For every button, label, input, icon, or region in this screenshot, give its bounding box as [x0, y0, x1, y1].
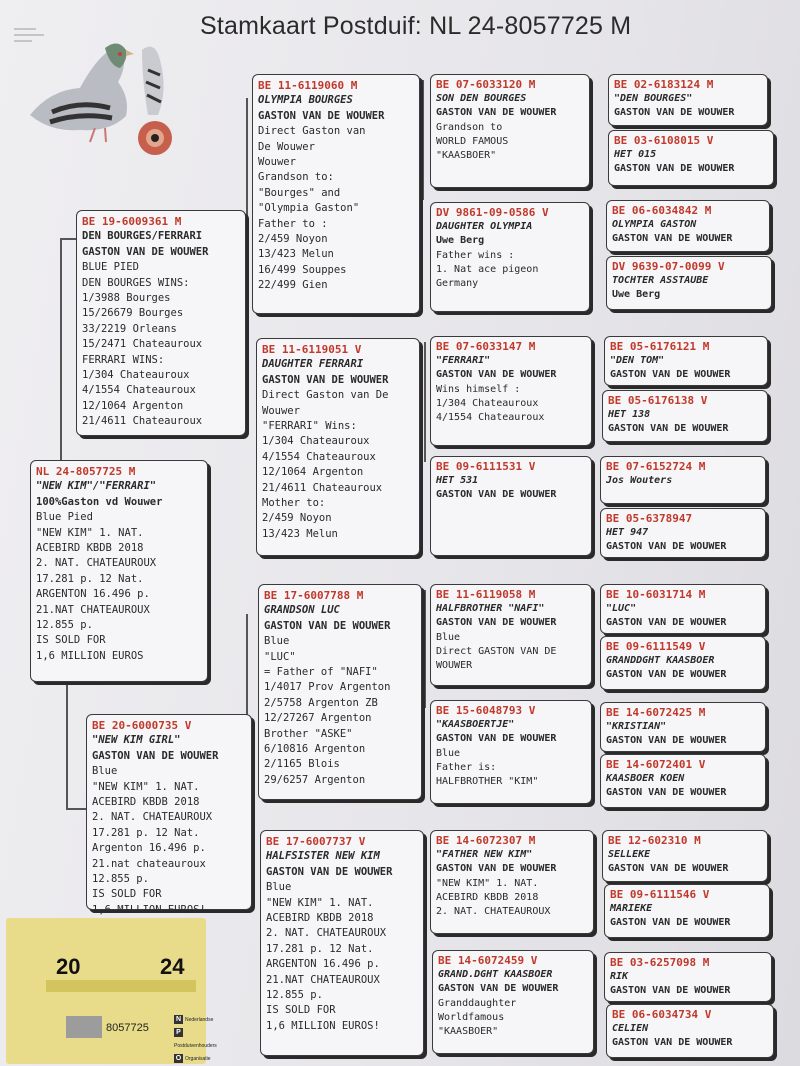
breeder: GASTON VAN DE WOUWER [614, 107, 735, 119]
detail-line: ACEBIRD KBDB 2018 [92, 796, 200, 809]
breeder: GASTON VAN DE WOUWER [606, 617, 727, 629]
pigeon-name: DAUGHTER OLYMPIA [436, 221, 533, 233]
ancestor-card [600, 456, 766, 504]
ring-number: BE 06-6034842 M [612, 204, 712, 217]
pigeon-name: GRANDSON LUC [264, 604, 340, 617]
detail-line: "FERRARI" Wins: [262, 420, 357, 433]
pigeon-name: TOCHTER ASSTAUBE [612, 275, 709, 287]
detail-line: 2/459 Noyon [258, 233, 328, 246]
connector-line [66, 682, 68, 810]
detail-line: 33/2219 Orleans [82, 322, 177, 335]
ring-number: DV 9639-07-0099 V [612, 260, 725, 273]
pigeon-name: DEN BOURGES/FERRARI [82, 230, 203, 243]
detail-line: Wouwer [258, 156, 296, 169]
ring-number: BE 12-602310 M [608, 834, 701, 847]
ancestor-card [602, 830, 768, 882]
detail-line: 1/4017 Prov Argenton [264, 681, 391, 694]
detail-line: ACEBIRD KBDB 2018 [36, 542, 144, 555]
detail-line: 21.NAT CHATEAUROUX [266, 973, 380, 986]
detail-line: Blue Pied [36, 511, 93, 524]
detail-line: ARGENTON 16.496 p. [266, 958, 380, 971]
ring-number: BE 07-6152724 M [606, 460, 706, 473]
detail-line: 12.855 p. [92, 873, 149, 886]
detail-line: ACEBIRD KBDB 2018 [266, 912, 374, 925]
detail-line: 29/6257 Argenton [264, 773, 366, 786]
ring-number: BE 05-6176121 M [610, 340, 710, 353]
detail-line: 21.nat chateauroux [92, 857, 206, 870]
ring-number: BE 09-6111531 V [436, 460, 536, 473]
granddam-maternal-card [260, 830, 424, 1056]
ancestor-card [600, 754, 766, 808]
ancestor-card [606, 256, 772, 310]
pigeon-name: CELIEN [612, 1023, 649, 1035]
connector-line [66, 808, 88, 810]
detail-line: ACEBIRD KBDB 2018 [436, 891, 539, 903]
breeder: GASTON VAN DE WOUWER [82, 245, 209, 258]
detail-line: "LUC" [264, 650, 296, 663]
detail-line: Father is: [436, 761, 497, 773]
detail-line: 12.855 p. [36, 619, 93, 632]
detail-line: "NEW KIM" 1. NAT. [92, 780, 200, 793]
pigeon-name: OLYMPIA BOURGES [258, 94, 353, 107]
breeder: GASTON VAN DE WOUWER [436, 863, 557, 875]
great-grandparent-card [430, 584, 592, 686]
ring-number: BE 06-6034734 V [612, 1008, 712, 1021]
detail-line: FERRARI WINS: [82, 353, 165, 366]
breeder: GASTON VAN DE WOUWER [612, 1037, 733, 1049]
detail-line: Granddaughter [438, 997, 517, 1009]
ring-number: BE 14-6072459 V [438, 954, 538, 967]
ring-number: BE 17-6007788 M [264, 589, 364, 602]
detail-line: 17.281 p. 12 Nat. [92, 826, 200, 839]
pigeon-name: "NEW KIM"/"FERRARI" [36, 480, 157, 493]
pigeon-name: "FATHER NEW KIM" [436, 849, 533, 861]
detail-line: "KAASBOER" [436, 150, 497, 162]
detail-line: 1. Nat ace pigeon [436, 263, 539, 275]
ring-number: BE 09-6111546 V [610, 888, 710, 901]
detail-line: 1/304 Chateauroux [436, 397, 539, 409]
year-right: 24 [160, 954, 185, 979]
detail-line: 1,6 MILLION EUROS! [92, 903, 206, 916]
connector-line [246, 98, 248, 372]
breeder: GASTON VAN DE WOUWER [610, 917, 731, 929]
detail-line: "Bourges" and [258, 186, 341, 199]
detail-line: 21/4611 Chateauroux [262, 481, 383, 494]
organisation-legend: N Nederlandse PPostduivenhouders O Organisatie [174, 1016, 217, 1062]
ancestor-card [600, 584, 766, 634]
detail-line: Wins himself : [436, 383, 521, 395]
legend-line: Nederlandse [185, 1017, 214, 1023]
detail-line: 2. NAT. CHATEAUROUX [436, 906, 551, 918]
ring-number: BE 03-6257098 M [610, 956, 710, 969]
detail-line: Worldfamous [438, 1011, 505, 1023]
detail-line: 2/459 Noyon [262, 512, 332, 525]
ring-number: BE 11-6119060 M [258, 79, 358, 92]
pigeon-name: "DEN TOM" [610, 355, 665, 367]
ring-number: BE 05-6378947 [606, 512, 693, 525]
great-grandparent-card [432, 950, 594, 1054]
page-title: Stamkaart Postduif: NL 24-8057725 M [200, 12, 632, 40]
pigeon-name: HET 947 [606, 527, 649, 539]
ring-number: NL 24-8057725 M [36, 465, 136, 478]
breeder: GASTON VAN DE WOUWER [614, 163, 735, 175]
detail-line: 12.855 p. [266, 989, 323, 1002]
breeder: GASTON VAN DE WOUWER [436, 617, 557, 629]
pigeon-name: HET 015 [614, 149, 657, 161]
connector-line [424, 836, 426, 954]
granddam-paternal-card [256, 338, 420, 556]
detail-line: Blue [92, 765, 118, 778]
detail-line: Brother "ASKE" [264, 727, 353, 740]
ancestor-card [606, 200, 770, 252]
breeder: GASTON VAN DE WOUWER [266, 865, 393, 878]
breeder: GASTON VAN DE WOUWER [606, 735, 727, 747]
sire-card [76, 210, 246, 436]
detail-line: "KAASBOER" [438, 1026, 499, 1038]
breeder: GASTON VAN DE WOUWER [610, 369, 731, 381]
ring-number: BE 09-6111549 V [606, 640, 706, 653]
detail-line: Blue [436, 747, 461, 759]
detail-line: Mother to: [262, 497, 326, 510]
ring-number: BE 11-6119058 M [436, 588, 536, 601]
ring-number-print: 8057725 [106, 1022, 149, 1034]
ancestor-card [602, 390, 768, 442]
detail-line: 12/1064 Argenton [82, 399, 184, 412]
breeder: Uwe Berg [436, 235, 485, 247]
detail-line: 13/423 Melun [258, 248, 334, 261]
detail-line: 12/27267 Argenton [264, 712, 372, 725]
ring-number: BE 20-6000735 V [92, 719, 192, 732]
detail-line: 15/2471 Chateauroux [82, 338, 203, 351]
ring-number: BE 05-6176138 V [608, 394, 708, 407]
grandsire-maternal-card [258, 584, 422, 800]
pigeon-name: Jos Wouters [606, 475, 673, 487]
detail-line: Direct GASTON VAN DE [436, 645, 557, 657]
detail-line: IS SOLD FOR [92, 888, 162, 901]
breeder: GASTON VAN DE WOUWER [92, 749, 219, 762]
pigeon-name: GRANDDGHT KAASBOER [606, 655, 715, 667]
connector-line [424, 590, 426, 708]
pigeon-name: MARIEKE [610, 903, 653, 915]
subject-pigeon-card [30, 460, 208, 682]
detail-line: De Wouwer [258, 140, 315, 153]
breeder: GASTON VAN DE WOUWER [606, 669, 727, 681]
pigeon-name: DAUGHTER FERRARI [262, 358, 364, 371]
legend-line: Postduivenhouders [174, 1043, 217, 1049]
connector-line [422, 80, 424, 200]
year-left: 20 [56, 954, 81, 979]
detail-line: 2. NAT. CHATEAUROUX [266, 927, 387, 940]
detail-line: 13/423 Melun [262, 527, 338, 540]
detail-line: 17.281 p. 12 Nat. [36, 572, 144, 585]
ancestor-card [604, 884, 770, 938]
dam-card [86, 714, 252, 916]
pigeon-name: "KAASBOERTJE" [436, 719, 515, 731]
breeder: 100%Gaston vd Wouwer [36, 495, 163, 508]
pigeon-name: GRAND.DGHT KAASBOER [438, 969, 553, 981]
ancestor-card [608, 130, 774, 186]
detail-line: 17.281 p. 12 Nat. [266, 942, 374, 955]
ancestor-card [604, 336, 768, 386]
ring-number: BE 03-6108015 V [614, 134, 714, 147]
connector-line [424, 342, 426, 462]
detail-line: 22/499 Gien [258, 279, 328, 292]
pigeon-name: KAASBOER KOEN [606, 773, 685, 785]
detail-line: 15/26679 Bourges [82, 307, 184, 320]
detail-line: 2. NAT. CHATEAUROUX [36, 557, 157, 570]
pigeon-name: HALFSISTER NEW KIM [266, 850, 380, 863]
detail-line: 4/1554 Chateauroux [82, 384, 196, 397]
detail-line: 1,6 MILLION EUROS [36, 649, 144, 662]
detail-line: 21.NAT CHATEAUROUX [36, 603, 150, 616]
great-grandparent-card [430, 336, 592, 446]
detail-line: ARGENTON 16.496 p. [36, 588, 150, 601]
detail-line: Blue [266, 881, 292, 894]
great-grandparent-card [430, 456, 592, 556]
breeder: GASTON VAN DE WOUWER [438, 983, 559, 995]
pigeon-name: "DEN BOURGES" [614, 93, 693, 105]
detail-line: HALFBROTHER "KIM" [436, 776, 539, 788]
ring-number: BE 07-6033147 M [436, 340, 536, 353]
ring-number: BE 14-6072307 M [436, 834, 536, 847]
connector-line [60, 238, 62, 462]
ancestor-card [600, 508, 766, 558]
detail-line: = Father of "NAFI" [264, 666, 378, 679]
great-grandparent-card [430, 830, 594, 934]
pigeon-illustration [10, 20, 180, 150]
detail-line: "NEW KIM" 1. NAT. [266, 896, 374, 909]
grandsire-paternal-card [252, 74, 420, 314]
detail-line: IS SOLD FOR [266, 1004, 336, 1017]
pigeon-name: "FERRARI" [436, 355, 491, 367]
legend-line: Organisatie [185, 1056, 211, 1062]
detail-line: 4/1554 Chateauroux [436, 412, 545, 424]
detail-line: 12/1064 Argenton [262, 466, 364, 479]
breeder: GASTON VAN DE WOUWER [610, 985, 731, 997]
breeder: GASTON VAN DE WOUWER [264, 619, 391, 632]
detail-line: 2. NAT. CHATEAUROUX [92, 811, 213, 824]
ancestor-card [604, 952, 772, 1002]
detail-line: "NEW KIM" 1. NAT. [36, 526, 144, 539]
pigeon-name: "KRISTIAN" [606, 721, 667, 733]
ring-number: DV 9861-09-0586 V [436, 206, 549, 219]
detail-line: Blue [264, 635, 290, 648]
pigeon-name: SELLEKE [608, 849, 651, 861]
detail-line: "NEW KIM" 1. NAT. [436, 877, 539, 889]
breeder: GASTON VAN DE WOUWER [608, 423, 729, 435]
detail-line: 2/5758 Argenton ZB [264, 696, 378, 709]
breeder: GASTON VAN DE WOUWER [258, 109, 385, 122]
pigeon-name: "NEW KIM GIRL" [92, 734, 181, 747]
ancestor-card [608, 74, 768, 126]
breeder: GASTON VAN DE WOUWER [436, 489, 557, 501]
detail-line: Direct Gaston van [258, 125, 366, 138]
great-grandparent-card [430, 700, 592, 804]
detail-line: 4/1554 Chateauroux [262, 450, 376, 463]
detail-line: WOUWER [436, 660, 473, 672]
breeder: Uwe Berg [612, 289, 661, 301]
ring-number: BE 17-6007737 V [266, 835, 366, 848]
ring-number: BE 14-6072401 V [606, 758, 706, 771]
pigeon-name: "LUC" [606, 603, 637, 615]
detail-line: 1/304 Chateauroux [262, 435, 370, 448]
breeder: GASTON VAN DE WOUWER [436, 733, 557, 745]
ring-number: BE 11-6119051 V [262, 343, 362, 356]
detail-line: Grandson to [436, 121, 503, 133]
detail-line: "Olympia Gaston" [258, 202, 360, 215]
breeder: GASTON VAN DE WOUWER [436, 369, 557, 381]
great-grandparent-card [430, 74, 590, 188]
detail-line: 1/3988 Bourges [82, 292, 171, 305]
breeder: GASTON VAN DE WOUWER [262, 373, 389, 386]
detail-line: 1,6 MILLION EUROS! [266, 1019, 380, 1032]
ancestor-card [606, 1004, 774, 1058]
breeder: GASTON VAN DE WOUWER [436, 107, 557, 119]
breeder: GASTON VAN DE WOUWER [606, 787, 727, 799]
breeder: GASTON VAN DE WOUWER [612, 233, 733, 245]
ring-number: BE 19-6009361 M [82, 215, 182, 228]
ring-registration-card [6, 918, 217, 1064]
detail-line: Germany [436, 278, 479, 290]
barcode-block [66, 1016, 102, 1038]
detail-line: Direct Gaston van De [262, 389, 389, 402]
pigeon-name: HET 138 [608, 409, 651, 421]
breeder: GASTON VAN DE WOUWER [608, 863, 729, 875]
pigeon-name: RIK [610, 971, 629, 983]
pigeon-name: HALFBROTHER "NAFI" [436, 603, 545, 615]
ancestor-card [600, 702, 766, 752]
detail-line: 1/304 Chateauroux [82, 369, 190, 382]
pigeon-name: HET 531 [436, 475, 479, 487]
detail-line: Wouwer [262, 404, 300, 417]
breeder: GASTON VAN DE WOUWER [606, 541, 727, 553]
detail-line: 6/10816 Argenton [264, 743, 366, 756]
detail-line: Grandson to: [258, 171, 334, 184]
detail-line: BLUE PIED [82, 261, 139, 274]
ring-number: BE 15-6048793 V [436, 704, 536, 717]
ancestor-card [600, 636, 766, 690]
detail-line: DEN BOURGES WINS: [82, 276, 190, 289]
ring-number: BE 07-6033120 M [436, 78, 536, 91]
pigeon-name: SON DEN BOURGES [436, 93, 527, 105]
detail-line: Blue [436, 631, 461, 643]
detail-line: 21/4611 Chateauroux [82, 415, 203, 428]
ring-number: BE 14-6072425 M [606, 706, 706, 719]
detail-line: 2/1165 Blois [264, 758, 340, 771]
detail-line: Father to : [258, 217, 328, 230]
detail-line: Argenton 16.496 p. [92, 842, 206, 855]
detail-line: IS SOLD FOR [36, 634, 106, 647]
great-grandparent-card [430, 202, 590, 312]
detail-line: WORLD FAMOUS [436, 135, 509, 147]
ring-number: BE 02-6183124 M [614, 78, 714, 91]
pigeon-name: OLYMPIA GASTON [612, 219, 697, 231]
ring-number: BE 10-6031714 M [606, 588, 706, 601]
decorative-band [46, 980, 196, 992]
detail-line: Father wins : [436, 249, 515, 261]
detail-line: 16/499 Souppes [258, 263, 347, 276]
